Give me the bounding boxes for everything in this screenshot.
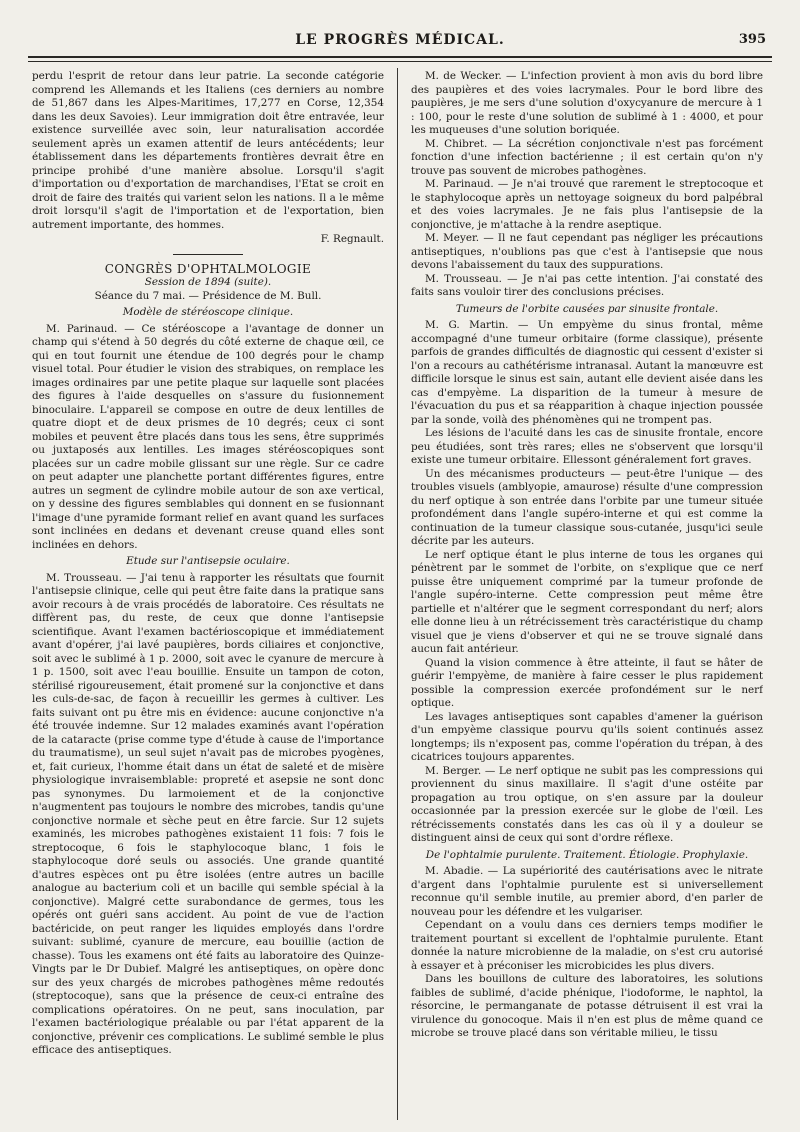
paragraph: Cependant on a voulu dans ces derniers temps modifier le traitement pourtant si excellent de l'ophtalmie purulente. Etant donnée la nature microbienne de la maladie, on s'est cru autorisé à essayer et à préconiser les microbicides les plus divers.: [411, 919, 763, 972]
paragraph: M. Berger. — Le nerf optique ne subit pas les compressions qui proviennent du sinus maxillaire. Il s'agit d'une ostéite par propagation au trou optique, on s'en assure par la douleur occasionnée par la pression exercée sur le globe de l'œil. Les rétrécissements constatés dans les cas où il y a douleur se distinguent ainsi de ceux qui sont d'ordre réflexe.: [411, 764, 763, 844]
subsection-heading: De l'ophtalmie purulente. Traitement. Étiologie. Prophylaxie.: [425, 848, 749, 861]
section-heading: CONGRÈS D'OPHTALMOLOGIE: [104, 261, 312, 276]
paragraph: Les lavages antiseptiques sont capables d'amener la guérison d'un empyème classique pourvu qu'ils soient continués assez longtemps; ils n'exposent pas, comme l'opération du trépan, à des cicatrices toujours apparentes.: [411, 710, 763, 763]
page-number: 395: [738, 32, 766, 47]
paragraph: Un des mécanismes producteurs — peut-être l'unique — des troubles visuels (amblyopie, amaurose) résulte d'une compression du nerf optique à son entrée dans l'orbite par une tumeur située profondément dans l'angle supéro-interne et qui est comme la continuation de la tumeur classique sous-cutanée, jusqu'ici seule décrite par les auteurs.: [411, 467, 763, 547]
paragraph: M. Trousseau. — Je n'ai pas cette intention. J'ai constaté des faits sans vouloir tirer des conclusions précises.: [411, 272, 763, 298]
subsection-heading: Etude sur l'antisepsie oculaire.: [126, 555, 290, 567]
paragraph: M. Abadie. — La supériorité des cautérisations avec le nitrate d'argent dans l'ophtalmie purulente est si universellement reconnue qu'il semble inutile, au premier abord, d'en parler de nouveau pour les défendre et les vulgariser.: [411, 865, 763, 918]
paragraph: M. de Wecker. — L'infection provient à mon avis du bord libre des paupières et des voies lacrymales. Pour le bord libre des paupières, je me sers d'une solution d'oxycyanure de mercure à 1 : 100, pour le reste d'une solution de sublimé à 1 : 4000, et pour les muqueuses d'une solution boriquée.: [411, 70, 763, 136]
paragraph: M. Parinaud. — Je n'ai trouvé que rarement le streptocoque et le staphylocoque après un nettoyage soigneux du bord palpébral et des voies lacrymales. Je ne fais plus l'antisepsie de la conjonctive, je m'attache à la rendre aseptique.: [411, 178, 763, 231]
subsection-heading: Modèle de stéréoscope clinique.: [122, 306, 294, 318]
paragraph: Les lésions de l'acuité dans les cas de sinusite frontale, encore peu étudiées, sont très rares; elles ne s'observent que lorsqu'il existe une tumeur orbitaire. Ellessont généralement fort graves.: [411, 427, 763, 466]
left-column: [32, 70, 384, 1118]
paragraph: perdu l'esprit de retour dans leur patrie. La seconde catégorie comprend les Allemands et les Italiens (ces derniers au nombre de 51,867 dans les Alpes-Maritimes, 17,277 en Corse, 12,354 dans les deux Savoies). Leur immigration doit être entravée, leur existence surveillée avec soin, leur naturalisation accordée seulement après un examen attentif de leurs antécédents; leur établissement dans les départements frontières devrait être en principe prohibé d'une manière absolue. Lorsqu'il s'agit d'importation ou d'exportation de marchandises, l'Etat se croit en droit de faire des traités qui varient selon les nations. Il a le même droit lorsqu'il s'agit de l'importation et de l'exportation, bien autrement importante, des hommes.: [32, 70, 384, 231]
right-column: [411, 70, 763, 1118]
paragraph: M. Chibret. — La sécrétion conjonctivale n'est pas forcément fonction d'une infection bactérienne ; il est certain qu'on n'y trouve pas souvent de microbes pathogènes.: [411, 137, 763, 177]
header-rule-thin: [28, 61, 772, 62]
section-separator: [173, 254, 243, 255]
paragraph: Quand la vision commence à être atteinte, il faut se hâter de guérir l'empyème, de manière à faire cesser le plus rapidement possible la compression exercée profondément sur le nerf optique.: [411, 656, 763, 709]
paragraph: Dans les bouillons de culture des laboratoires, les solutions faibles de sublimé, d'acide phénique, l'iodoforme, le naphtol, la résorcine, le permanganate de potasse détruisent il est vrai la virulence du gonocoque. Mais il n'en est plus de même quand ce microbe se trouve placé dans son véritable milieu, le tissu: [411, 973, 763, 1039]
session-line: Session de 1894 (suite).: [144, 276, 272, 288]
paragraph: M. Parinaud. — Ce stéréoscope a l'avantage de donner un champ qui s'étend à 50 degrés du côté externe de chaque œil, ce qui en tout fournit une étendue de 100 degrés pour le champ visuel total. Pour étudier le vision des strabiques, on remplace les images ordinaires par une petite plaque sur laquelle sont placées des figures à l'aide desquelles on s'assure du fusionnement binoculaire. L'appareil se compose en outre de deux lentilles de quatre diopt et de deux prismes de 10 degrés; ceux ci sont mobiles et peuvent être placés dans tous les sens, être supprimés ou juxtaposés aux lentilles. Les images stéréoscopiques sont placées sur un cadre mobile glissant sur une règle. Sur ce cadre on peut adapter une planchette portant différentes figures, entre autres un segment de cylindre mobile autour de son axe vertical, on y dessine des figures semblables qui donnent en se fusionnant l'image d'une pyramide formant relief en avant quand les surfaces sont inclinées en dedans et devenant creuse quand elles sont inclinées en dehors.: [32, 322, 384, 551]
paragraph: M. Trousseau. — J'ai tenu à rapporter les résultats que fournit l'antisepsie clinique, celle qui peut être faite dans la pratique sans avoir recours à de vrais procédés de laboratoire. Ces résultats ne diffèrent pas, du reste, de ceux que donne l'antisepsie scientifique. Avant l'examen bactérioscopique et immédiatement avant d'opérer, j'ai lavé paupières, bords ciliaires et conjonctive, soit avec le sublimé à 1 p. 2000, soit avec le cyanure de mercure à 1 p. 1500, soit avec l'eau bouillie. Ensuite un tampon de coton, stérilisé rigoureusement, était promené sur la conjonctive et dans les culs-de-sac, de façon à recueillir les germes à cultiver. Les faits suivant ont pu être mis en évidence: aucune conjonctive n'a été trouvée indemne. Sur 12 malades examinés avant l'opération de la cataracte (prise comme type d'étude à cause de l'importance du traumatisme), un seul sujet n'avait pas de microbes pyogènes, et, fait curieux, l'homme était dans un état de saleté et de misère physiologique invraisemblable: propreté et asepsie ne sont donc pas synonymes. Du larmoiement et de la conjonctive n'augmentent pas toujours le nombre des microbes, tandis qu'une conjonctive normale et sèche peut en être farcie. Sur 12 sujets examinés, les microbes pathogènes existaient 11 fois: 7 fois le streptocoque, 6 fois le staphylocoque blanc, 1 fois le staphylocoque doré seuls ou associés. Une grande quantité d'autres espèces ont pu être isolées (entre autres un bacille analogue au bacterium coli et un bacille qui semble spécial à la conjonctive). Malgré cette surabondance de germes, tous les opérés ont guéri sans accident. Au point de vue de l'action bactéricide, on peut ranger les liquides employés dans l'ordre suivant: sublimé, cyanure de mercure, eau bouillie (action de chasse). Tous les examens ont été faits au laboratoire des Quinze-Vingts par le Dr Dubief. Malgré les antiseptiques, on opère donc sur des yeux chargés de microbes pathogènes même redoutés (streptocoque), sans que la présence de ceux-ci entraîne des complications opératoires. On ne peut, sans inoculation, par l'examen bactériologique préalable ou par l'état apparent de la conjonctive, prévenir ces complications. Le sublimé semble le plus efficace des antiseptiques.: [32, 571, 384, 1056]
column-divider: [397, 68, 398, 1120]
subsection-heading: Tumeurs de l'orbite causées par sinusite frontale.: [455, 302, 719, 315]
page-header: [28, 30, 772, 52]
header-rule-thick: [28, 56, 772, 58]
seance-line: Séance du 7 mai. — Présidence de M. Bull.: [94, 289, 322, 302]
paragraph: M. G. Martin. — Un empyème du sinus frontal, même accompagné d'une tumeur orbitaire (forme classique), présente parfois de grandes difficultés de diagnostic qui cessent d'exister si l'on a recours au cathétérisme intranasal. Autant la manœuvre est difficile lorsque le sinus est sain, autant elle devient aisée dans les cas d'empyème. La disparition de la tumeur à mesure de l'évacuation du pus et sa réapparition à chaque injection poussée par la sonde, voilà des phénomènes qui ne trompent pas.: [411, 319, 763, 426]
paragraph: M. Meyer. — Il ne faut cependant pas négliger les précautions antiseptiques, n'oublions pas que c'est à l'antisepsie que nous devons l'abaissement du taux des suppurations.: [411, 232, 763, 271]
paragraph: Le nerf optique étant le plus interne de tous les organes qui pénètrent par le sommet de l'orbite, on s'explique que ce nerf puisse être uniquement comprimé par la tumeur profonde de l'angle supéro-interne. Cette compression peut même être partielle et n'altérer que le segment correspondant du nerf; alors elle donne lieu à un rétrécissement très caractéristique du champ visuel que je viens d'observer et qui ne se trouve signalé dans aucun fait antérieur.: [411, 548, 763, 655]
author-signature: F. Regnault.: [320, 233, 384, 245]
journal-title: LE PROGRÈS MÉDICAL.: [295, 32, 505, 48]
